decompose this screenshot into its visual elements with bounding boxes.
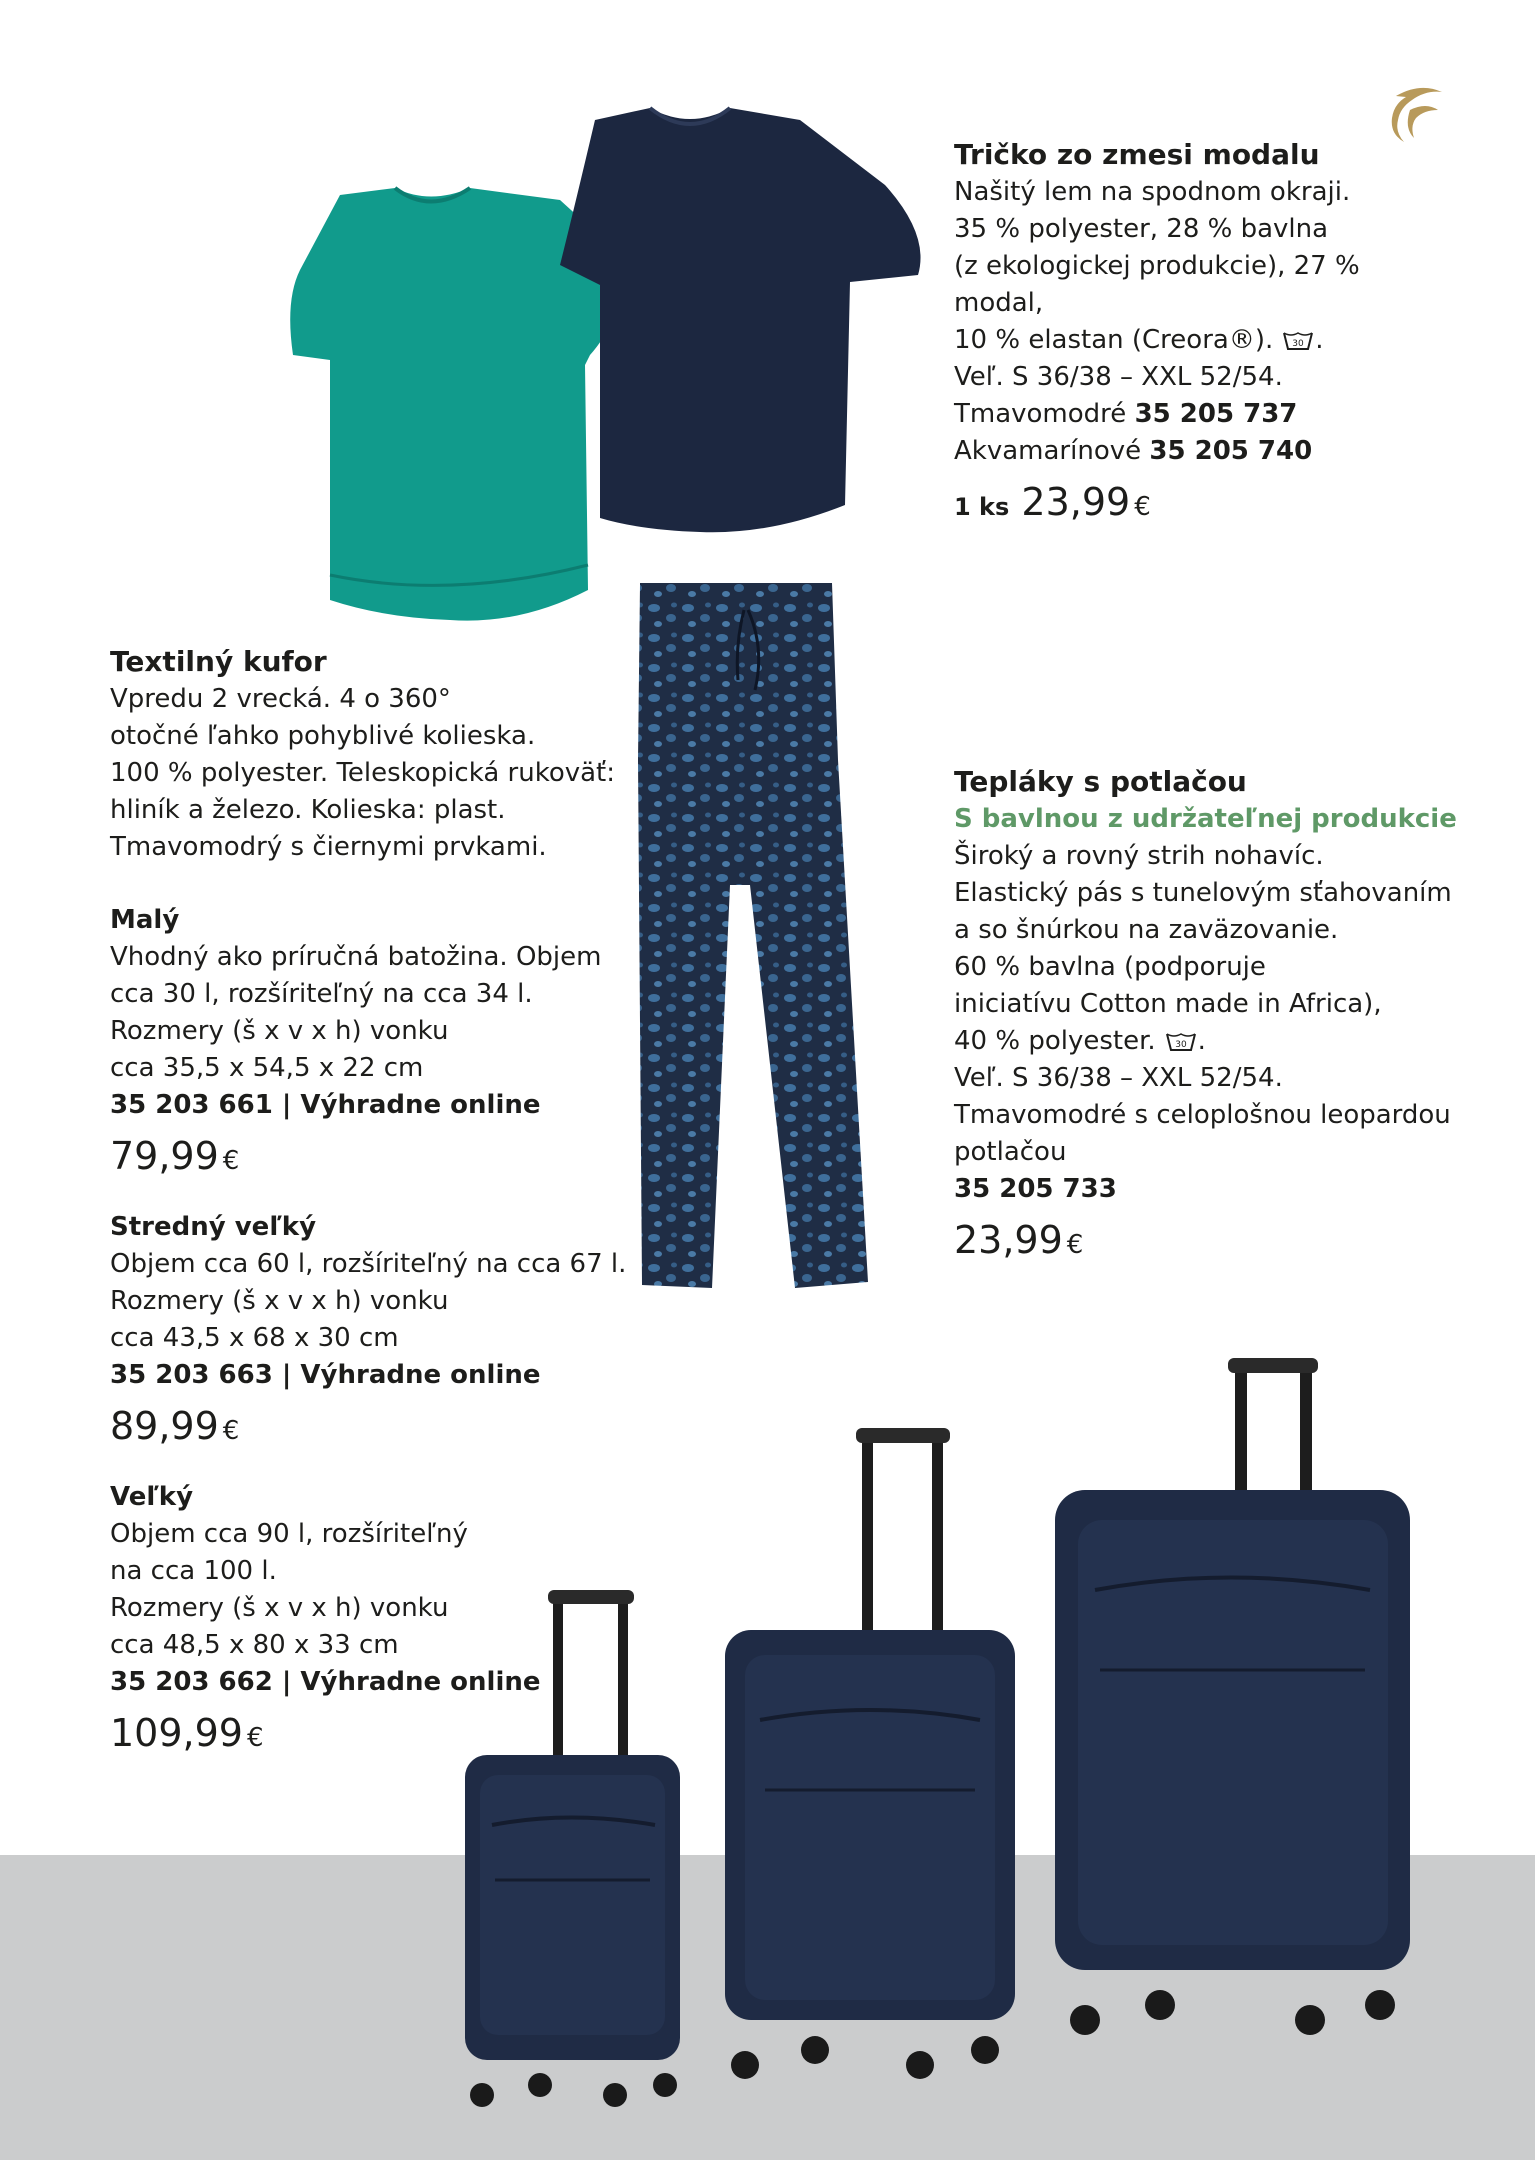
pants-code: 35 205 733 (954, 1174, 1117, 1204)
tshirt-variant-aqua: Akvamarínové 35 205 740 (954, 436, 1313, 466)
suitcase-large-line: Objem cca 90 l, rozšíriteľný (110, 1519, 468, 1549)
suitcase-large-line: na cca 100 l. (110, 1556, 277, 1586)
wash-temp-label: 30 (1292, 338, 1304, 349)
suitcase-small-line: Rozmery (š x v x h) vonku (110, 1016, 449, 1046)
suitcase-medium-line: Rozmery (š x v x h) vonku (110, 1286, 449, 1316)
pants-line: iniciatívu Cotton made in Africa), (954, 989, 1382, 1019)
suitcase-large-line: Rozmery (š x v x h) vonku (110, 1593, 449, 1623)
tshirt-variant-navy: Tmavomodré 35 205 737 (954, 399, 1298, 429)
suitcase-medium-code: 35 203 663 | Výhradne online (110, 1360, 541, 1390)
pants-color-line: Tmavomodré s celoplošnou leopardou (954, 1100, 1451, 1130)
pants-material-text: 40 % polyester. (954, 1026, 1156, 1056)
tshirt-line: 35 % polyester, 28 % bavlna (954, 214, 1329, 244)
wash-temp-label: 30 (1174, 1039, 1187, 1050)
suitcase-large-title: Veľký (110, 1482, 194, 1512)
pants-line: Elastický pás s tunelovým sťahovaním (954, 878, 1452, 908)
tshirt-price-value: 23,99 (1021, 480, 1131, 524)
pants-line: Široký a rovný strih nohavíc. (954, 841, 1324, 871)
tshirt-material-text: 10 % elastan (Creora®). (954, 325, 1274, 355)
pants-price: 23,99 € (954, 1218, 1084, 1262)
suitcase-line: otočné ľahko pohyblivé kolieska. (110, 721, 536, 751)
pants-title: Tepláky s potlačou (954, 765, 1247, 798)
tshirt-code-navy: 35 205 737 (1134, 399, 1298, 429)
suitcase-small-price: 79,99 € (110, 1134, 240, 1178)
wash-30-icon (1283, 331, 1313, 351)
tshirt-line: Našitý lem na spodnom okraji. (954, 177, 1351, 207)
suitcase-large-price: 109,99 € (110, 1711, 264, 1755)
pants-size: Veľ. S 36/38 – XXL 52/54. (954, 1063, 1283, 1093)
pants-line: a so šnúrkou na zaväzovanie. (954, 915, 1339, 945)
large-suitcase-image (1055, 1358, 1410, 2035)
tshirt-currency: € (1134, 492, 1151, 522)
leopard-pants-image (638, 583, 868, 1288)
medium-suitcase-image (725, 1428, 1015, 2079)
suitcase-small-line: cca 30 l, rozšíriteľný na cca 34 l. (110, 979, 533, 1009)
suitcase-small-line: Vhodný ako príručná batožina. Objem (110, 942, 602, 972)
suitcase-medium-price: 89,99 € (110, 1404, 240, 1448)
tshirt-description (954, 136, 1424, 533)
suitcase-line: 100 % polyester. Teleskopická rukoväť: (110, 758, 616, 788)
suitcase-large-code: 35 203 662 | Výhradne online (110, 1667, 541, 1697)
suitcase-medium-line: cca 43,5 x 68 x 30 cm (110, 1323, 399, 1353)
wash-30-icon (1166, 1032, 1196, 1052)
tshirt-qty: 1 ks (954, 493, 1010, 521)
suitcase-line: hliník a železo. Kolieska: plast. (110, 795, 506, 825)
suitcase-description (110, 643, 630, 1764)
pants-material-line: 40 % polyester. 30 . (954, 1026, 1206, 1056)
suitcase-title: Textilný kufor (110, 645, 327, 678)
pants-color-line: potlačou (954, 1137, 1067, 1167)
tshirt-price (954, 476, 1424, 533)
tshirt-size: Veľ. S 36/38 – XXL 52/54. (954, 362, 1283, 392)
tshirt-material-line: 10 % elastan (Creora®). 30 . (954, 325, 1324, 355)
tshirt-line: (z ekologickej produkcie), 27 % modal, (954, 251, 1360, 318)
tshirt-code-aqua: 35 205 740 (1149, 436, 1313, 466)
suitcase-small-code: 35 203 661 | Výhradne online (110, 1090, 541, 1120)
suitcase-line: Vpredu 2 vrecká. 4 o 360° (110, 684, 451, 714)
pants-subtitle: S bavlnou z udržateľnej produkcie (954, 804, 1457, 834)
suitcase-small-title: Malý (110, 905, 180, 935)
suitcase-medium-title: Stredný veľký (110, 1212, 317, 1242)
pants-line: 60 % bavlna (podporuje (954, 952, 1266, 982)
tshirt-title: Tričko zo zmesi modalu (954, 138, 1320, 171)
pants-description (954, 763, 1474, 1271)
navy-tshirt-image (560, 108, 921, 532)
suitcase-small-line: cca 35,5 x 54,5 x 22 cm (110, 1053, 424, 1083)
suitcase-large-line: cca 48,5 x 80 x 33 cm (110, 1630, 399, 1660)
suitcase-line: Tmavomodrý s čiernymi prvkami. (110, 832, 547, 862)
suitcase-medium-line: Objem cca 60 l, rozšíriteľný na cca 67 l. (110, 1249, 627, 1279)
